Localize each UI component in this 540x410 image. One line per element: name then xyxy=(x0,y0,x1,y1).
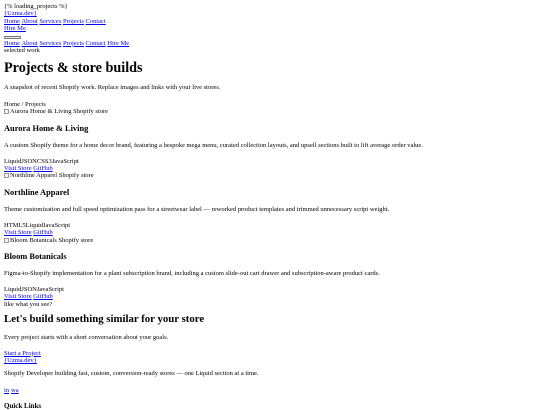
mobile-nav-projects-link[interactable]: Projects xyxy=(62,39,84,47)
breadcrumb-home: Home xyxy=(4,100,20,108)
project-links xyxy=(4,293,536,300)
project-links xyxy=(4,229,536,236)
projects-list xyxy=(4,108,536,300)
project-image-alt: Bloom Botanicals Shopify store xyxy=(10,236,94,244)
project-card xyxy=(4,237,536,301)
tag: HTML5 xyxy=(4,221,26,229)
quick-links-heading: Quick Links xyxy=(4,402,42,410)
site-header xyxy=(4,10,536,47)
broken-image-icon xyxy=(4,173,9,178)
breadcrumb-separator: / xyxy=(19,100,25,108)
project-title: Northline Apparel xyxy=(4,187,70,197)
project-title: Bloom Botanicals xyxy=(4,252,67,262)
mobile-nav xyxy=(4,40,536,47)
visit-store-link[interactable]: Visit Store xyxy=(4,293,32,301)
tag: JavaScript xyxy=(51,157,79,165)
project-card xyxy=(4,172,536,236)
project-image-alt: Northline Apparel Shopify store xyxy=(10,172,94,180)
nav-contact-link[interactable]: Contact xyxy=(85,17,106,25)
project-image xyxy=(4,108,536,115)
github-link[interactable]: GitHub xyxy=(33,229,53,237)
tag: JavaScript xyxy=(43,221,71,229)
project-image-alt: Aurora Home & Living Shopify store xyxy=(10,108,109,116)
project-tags xyxy=(4,222,536,229)
broken-image-icon xyxy=(4,109,9,114)
tag: Liquid xyxy=(4,285,22,293)
whatsapp-link[interactable]: wa xyxy=(11,386,19,394)
mobile-nav-contact-link[interactable]: Contact xyxy=(85,39,106,47)
linkedin-link[interactable]: in xyxy=(4,386,10,394)
tag: Liquid xyxy=(4,157,22,165)
project-description: A custom Shopify theme for a home decor brand, featuring a bespoke mega menu, curated collection layouts, and upsell sections built to lift average order value. xyxy=(4,142,423,150)
visit-store-link[interactable]: Visit Store xyxy=(4,229,32,237)
social-links xyxy=(4,387,536,394)
page-subtitle: A snapshot of recent Shopify work. Replace images and links with your live stores. xyxy=(4,84,221,92)
project-description: Figma-to-Shopify implementation for a plant subscription brand, including a custom slide-out cart drawer and subscription-aware product cards. xyxy=(4,270,380,278)
project-links xyxy=(4,165,536,172)
loader-text: {% loading_projects %} xyxy=(4,3,68,10)
main-nav xyxy=(4,18,536,25)
nav-projects-link[interactable]: Projects xyxy=(62,17,84,25)
tag: CSS3 xyxy=(36,157,52,165)
cta-title: Let's build something similar for your store xyxy=(4,313,205,326)
hero-section xyxy=(4,47,536,108)
nav-services-link[interactable]: Services xyxy=(39,17,62,25)
menu-toggle-button[interactable] xyxy=(4,36,21,39)
project-tags xyxy=(4,286,536,293)
mobile-nav-hire-link[interactable]: Hire Me xyxy=(107,39,130,47)
breadcrumb-current: Projects xyxy=(24,100,46,108)
mobile-nav-services-link[interactable]: Services xyxy=(39,39,62,47)
project-card xyxy=(4,108,536,172)
breadcrumb xyxy=(4,101,536,108)
footer-logo-link[interactable]: {Uzma.dev} xyxy=(4,356,37,364)
visit-store-link[interactable]: Visit Store xyxy=(4,165,32,172)
hero-eyebrow: selected work xyxy=(4,47,40,55)
mobile-nav-about-link[interactable]: About xyxy=(21,39,38,47)
tag: JavaScript xyxy=(36,285,64,293)
cta-eyebrow: like what you see? xyxy=(4,300,53,308)
github-link[interactable]: GitHub xyxy=(33,165,53,172)
broken-image-icon xyxy=(4,238,9,243)
site-footer xyxy=(4,357,536,410)
nav-home-link[interactable]: Home xyxy=(4,17,20,25)
cta-section xyxy=(4,301,536,357)
tag: JSON xyxy=(21,285,37,293)
nav-about-link[interactable]: About xyxy=(21,17,38,25)
page-title: Projects & store builds xyxy=(4,59,143,76)
project-image xyxy=(4,172,536,179)
project-title: Aurora Home & Living xyxy=(4,123,89,133)
start-project-button[interactable]: Start a Project xyxy=(4,349,41,357)
project-description: Theme customization and full speed optimization pass for a streetwear label — reworked product templates and trimmed unnecessary script weight. xyxy=(4,206,390,214)
github-link[interactable]: GitHub xyxy=(33,293,53,301)
project-tags xyxy=(4,158,536,165)
hire-me-link[interactable]: Hire Me xyxy=(4,25,26,33)
mobile-nav-home-link[interactable]: Home xyxy=(4,39,20,47)
tag: JSON xyxy=(21,157,37,165)
footer-description: Shopify Developer building fast, custom, conversion-ready stores — one Liquid section at a time. xyxy=(4,370,259,378)
project-image xyxy=(4,237,536,244)
logo-link[interactable]: {Uzma.dev} xyxy=(4,10,37,18)
cta-description: Every project starts with a short conversation about your goals. xyxy=(4,334,169,342)
tag: Liquid xyxy=(25,221,44,229)
